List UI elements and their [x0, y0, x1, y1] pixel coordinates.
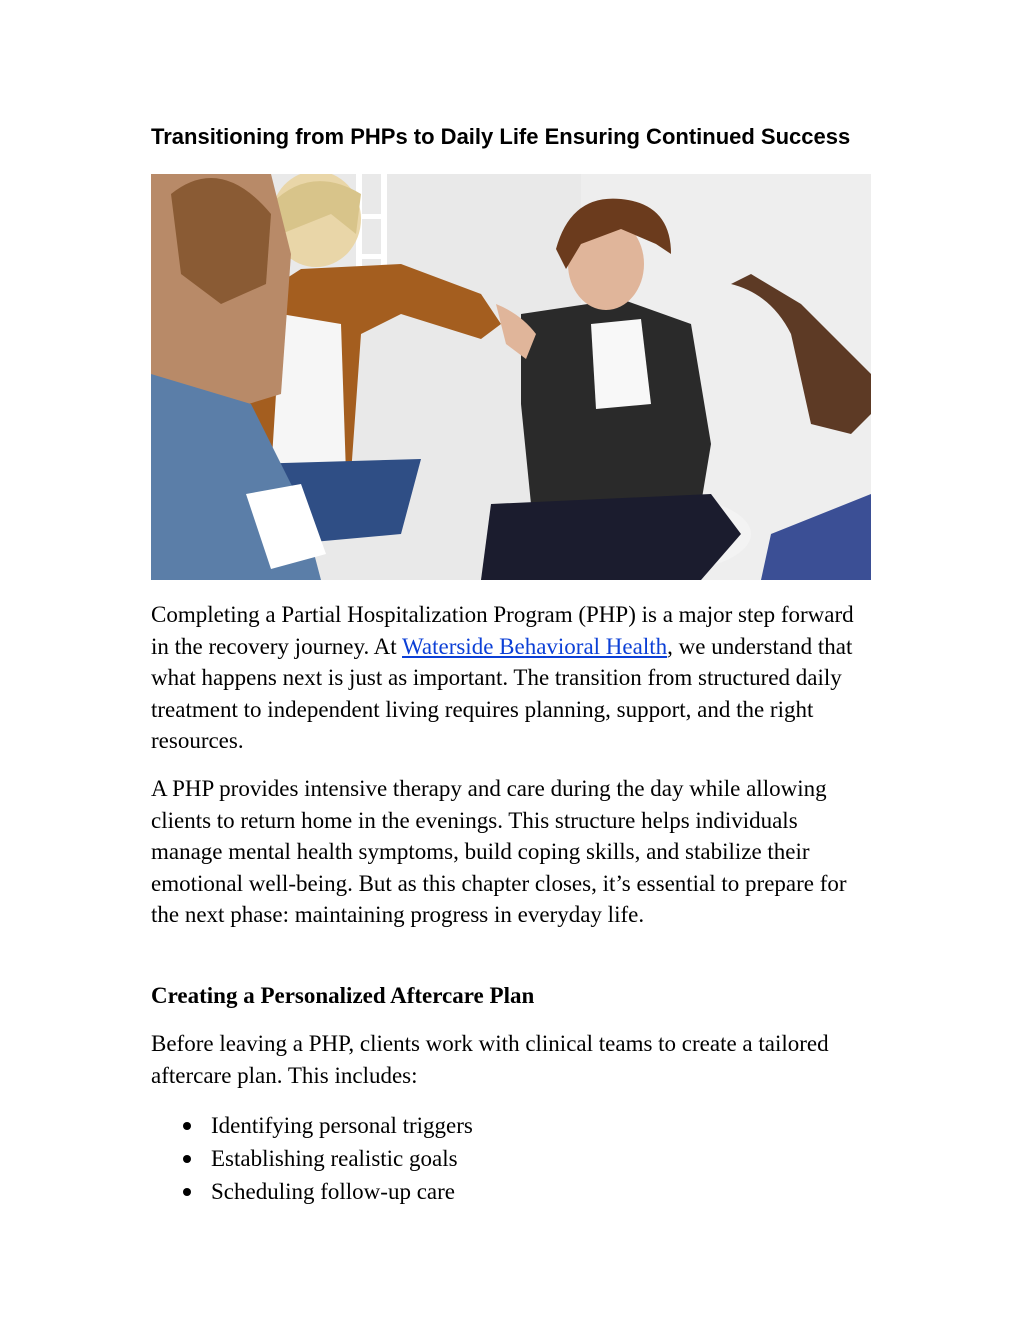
group-therapy-photo: [151, 174, 871, 580]
section-heading: Creating a Personalized Aftercare Plan: [151, 983, 535, 1008]
waterside-behavioral-health-link[interactable]: Waterside Behavioral Health: [402, 633, 668, 659]
aftercare-intro-paragraph: Before leaving a PHP, clients work with clinical teams to create a tailored aftercare plan. This includes:: [151, 1031, 829, 1088]
bullet-icon: [183, 1155, 191, 1163]
list-item: [151, 1142, 871, 1175]
php-description-paragraph: A PHP provides intensive therapy and care during the day while allowing clients to return home in the evenings. This structure helps individuals manage mental health symptoms, build coping skills, and stabilize their emotional well-being. But as this chapter closes, it’s essential to prepare for the next phase: maintaining progress in everyday life.: [151, 776, 847, 927]
list-item: [151, 1109, 871, 1142]
bullet-icon: [183, 1188, 191, 1196]
aftercare-bullet-list: [151, 1109, 871, 1208]
list-item-text: Scheduling follow-up care: [211, 1179, 455, 1204]
bullet-icon: [183, 1122, 191, 1130]
intro-paragraph: [151, 599, 871, 757]
intro-text-after-link: , we understand that what happens next is just as important. The transition from structured daily treatment to independent living requires planning, support, and the right resources.: [151, 633, 853, 753]
list-item-text: Establishing realistic goals: [211, 1146, 458, 1171]
intro-text-before-link: Completing a Partial Hospitalization Program (PHP) is a major step forward in the recovery journey. At: [151, 602, 854, 659]
page-title: Transitioning from PHPs to Daily Life Ensuring Continued Success: [151, 124, 851, 149]
list-item: [151, 1175, 871, 1208]
list-item-text: Identifying personal triggers: [211, 1113, 473, 1138]
